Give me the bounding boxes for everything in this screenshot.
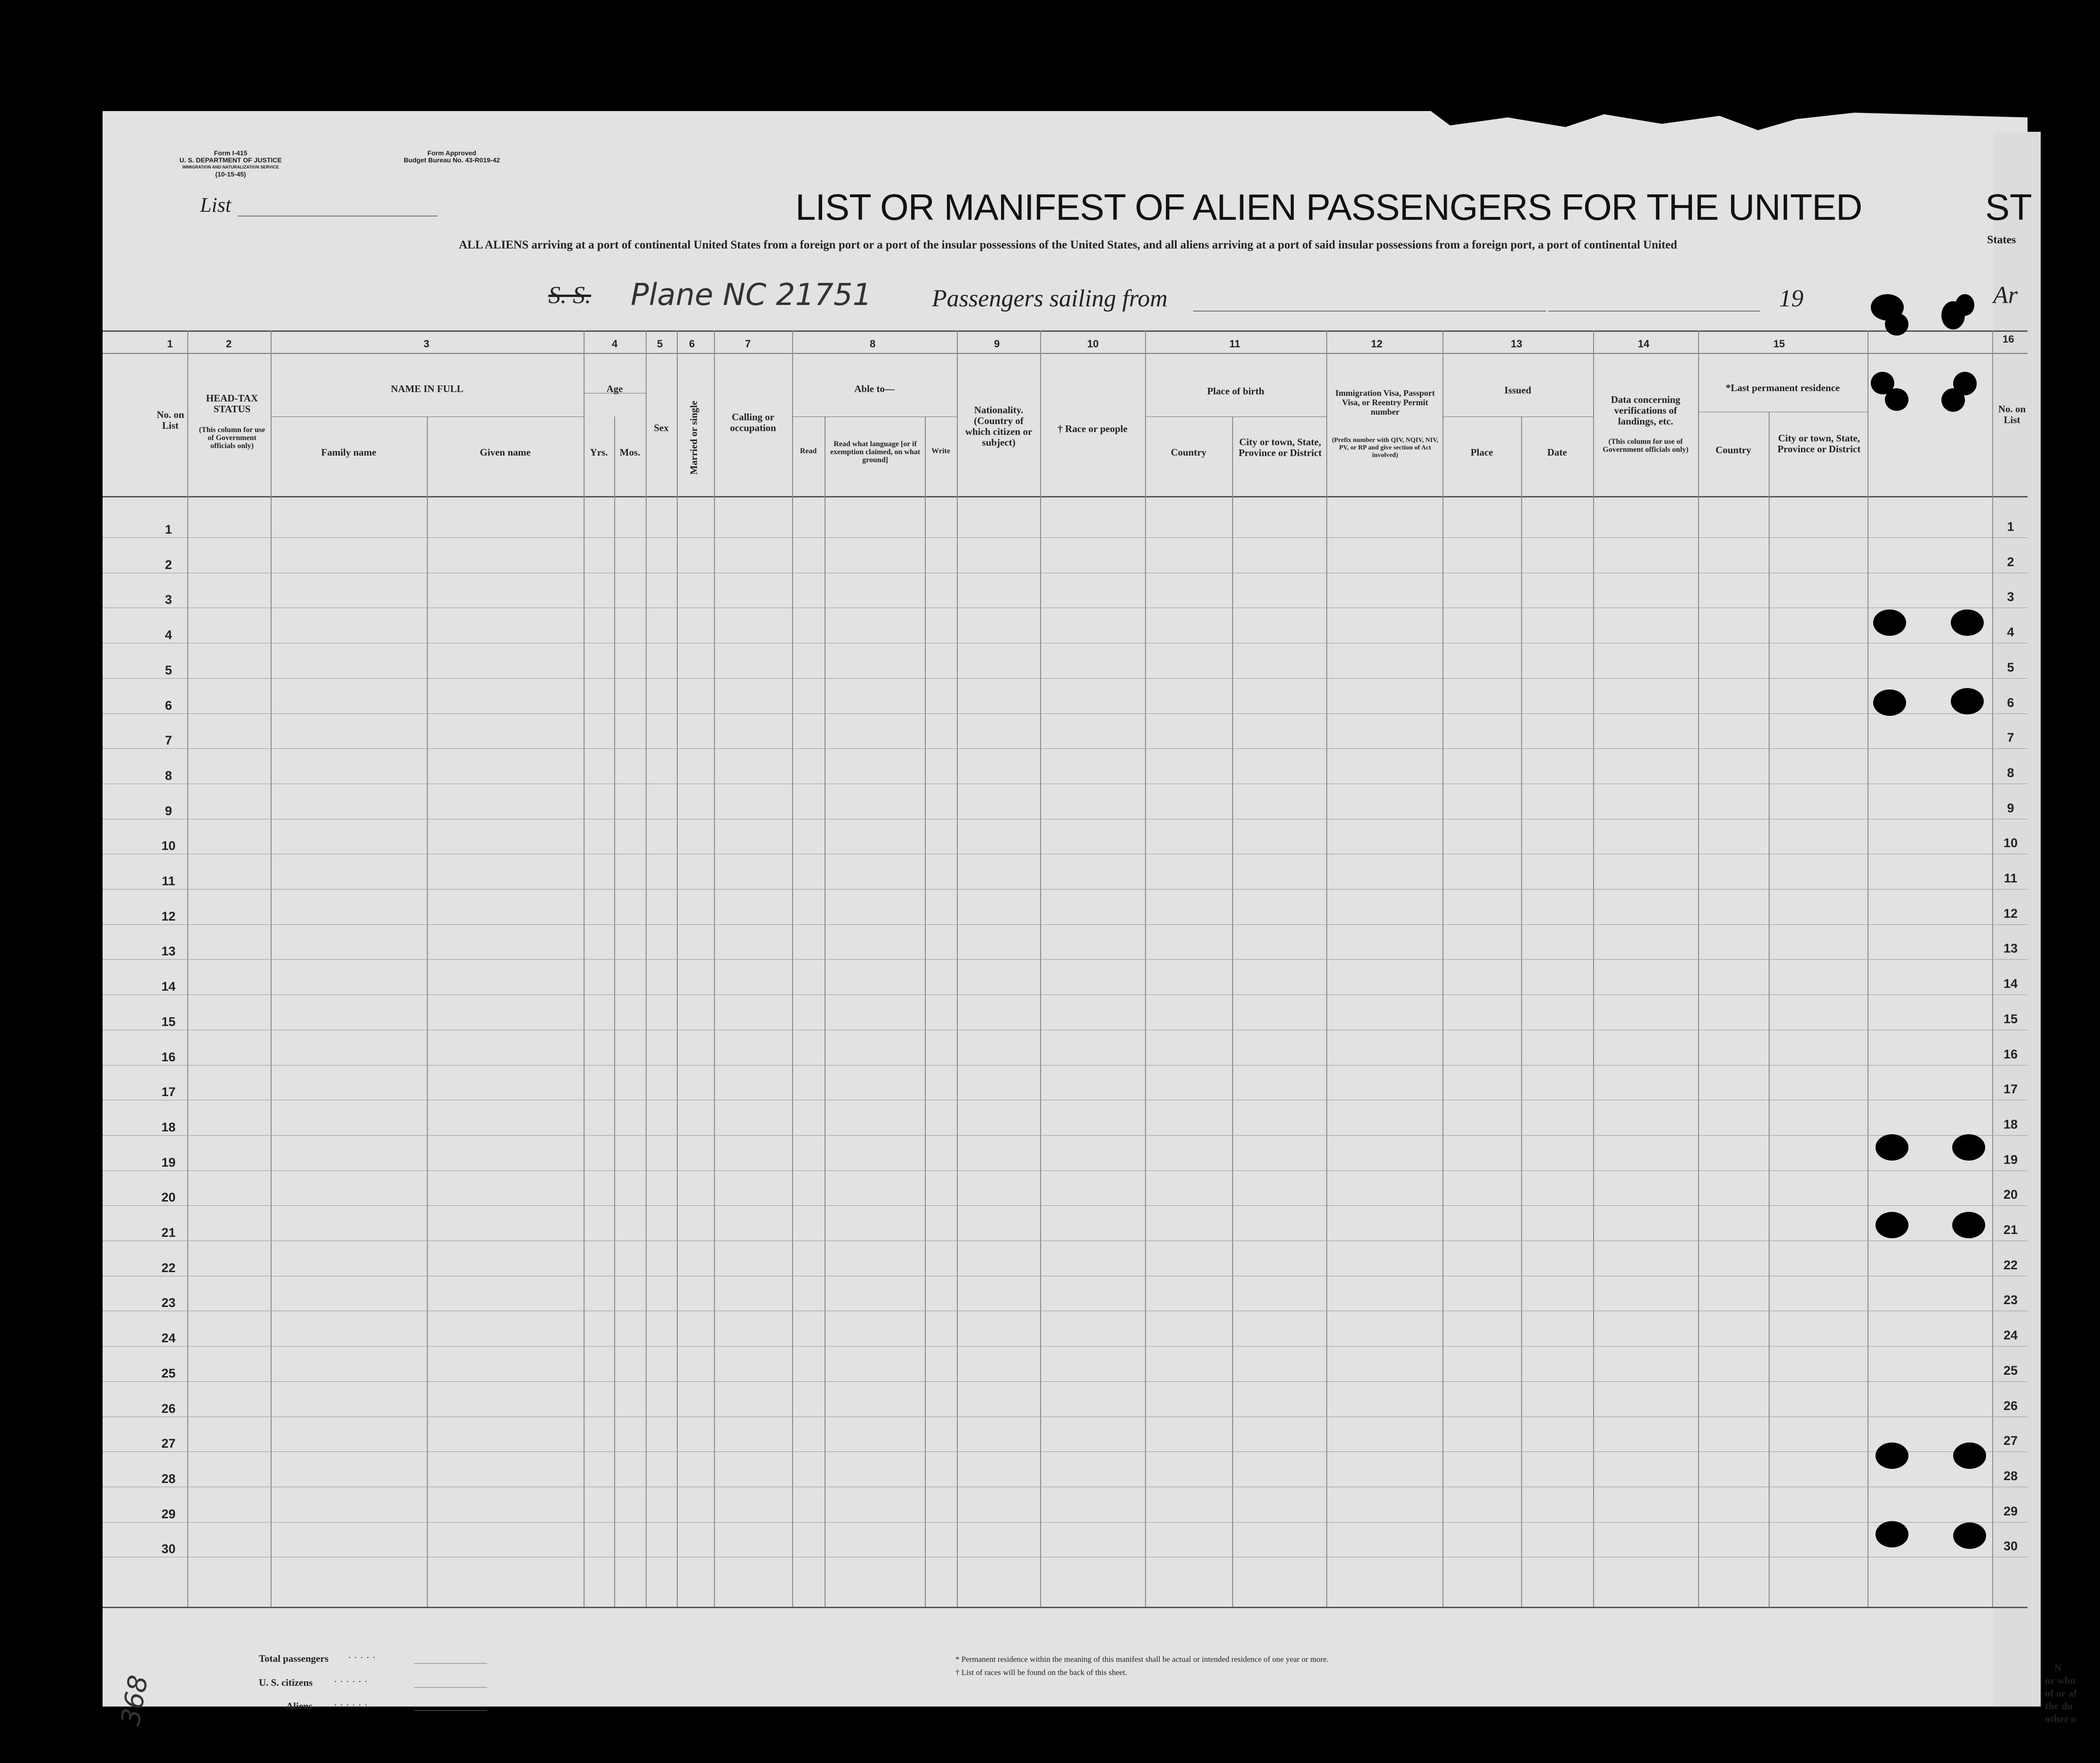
row-number: 24 — [161, 1331, 176, 1345]
row-number: 15 — [161, 1015, 176, 1029]
row-number: 9 — [165, 804, 172, 818]
form-approved: Form Approved — [427, 149, 476, 157]
col-line — [646, 330, 647, 1607]
read-header: Read — [800, 447, 817, 455]
row-rule — [103, 1205, 2028, 1206]
row-number: 8 — [165, 769, 172, 783]
col-line — [1521, 417, 1522, 1607]
punch-hole — [1876, 1212, 1908, 1238]
row-number: 13 — [161, 944, 176, 958]
col-line — [1232, 417, 1233, 1607]
ss-label: S. S. — [548, 282, 591, 309]
col-line — [1593, 330, 1594, 1607]
margin-line: of or af — [2045, 1687, 2077, 1699]
year-prefix: 19 — [1779, 285, 1803, 312]
punch-hole — [1873, 609, 1906, 636]
punch-hole — [1876, 1521, 1908, 1547]
col-line — [825, 417, 826, 1607]
punch-hole — [1873, 689, 1906, 716]
col-line — [1698, 330, 1699, 1607]
footnote-races: † List of races will be found on the back of this sheet. — [955, 1668, 1127, 1677]
no-on-list-header: No. on List — [156, 409, 184, 431]
row-number-right: 1 — [2007, 520, 2014, 534]
nationality-header: Nationality. (Country of which citizen or subject) — [965, 404, 1033, 448]
header-bottom-rule — [103, 496, 2028, 497]
col-num-8: 8 — [870, 338, 876, 350]
citizens-dots: ...... — [334, 1674, 371, 1684]
row-rule — [103, 1381, 2028, 1382]
row-number-right: 30 — [2003, 1539, 2018, 1553]
issued-place-header: Place — [1470, 447, 1493, 458]
col-num-2: 2 — [226, 338, 232, 350]
row-rule — [103, 748, 2028, 749]
row-number: 14 — [161, 979, 176, 994]
col-line — [1326, 330, 1327, 1607]
col-line — [792, 330, 793, 1607]
total-passengers-blank — [414, 1663, 487, 1664]
row-number-right: 12 — [2003, 906, 2018, 921]
row-number: 27 — [161, 1436, 176, 1450]
row-number-right: 11 — [2004, 871, 2018, 885]
col-line — [925, 417, 926, 1607]
row-number-right: 28 — [2003, 1469, 2018, 1483]
us-citizens-blank — [414, 1687, 487, 1688]
subtitle-cut: States — [1987, 234, 2016, 246]
row-number-right: 26 — [2003, 1399, 2018, 1413]
row-number-right: 6 — [2007, 696, 2014, 710]
right-margin-text — [2045, 1661, 2077, 1725]
row-rule — [103, 994, 2028, 995]
row-number-right: 25 — [2003, 1363, 2018, 1378]
row-number: 19 — [161, 1155, 176, 1170]
col-num-4: 4 — [612, 338, 618, 350]
row-number-right: 5 — [2007, 660, 2014, 674]
column-number-rule — [103, 353, 2028, 354]
row-number: 7 — [165, 733, 172, 747]
row-rule — [103, 713, 2028, 714]
row-number: 18 — [161, 1120, 176, 1134]
birth-country-header: Country — [1170, 447, 1207, 458]
row-number: 10 — [161, 839, 176, 853]
verification-header: Data concerning verifications of landings, etc. — [1611, 394, 1681, 427]
row-number: 2 — [165, 558, 172, 572]
calling-header: Calling or occupation — [729, 411, 776, 433]
row-number-right: 17 — [2003, 1082, 2018, 1096]
col-num-3: 3 — [424, 338, 430, 350]
col-num-6: 6 — [689, 338, 695, 350]
col-line — [1040, 330, 1041, 1607]
col-num-11: 11 — [1229, 338, 1241, 350]
budget-number: Budget Bureau No. 43-R019-42 — [403, 156, 500, 164]
punch-hole — [1952, 1212, 1985, 1238]
form-date: (10-15-45) — [215, 170, 246, 178]
page-title: LIST OR MANIFEST OF ALIEN PASSENGERS FOR THE UNITED — [795, 186, 1862, 228]
row-rule — [103, 889, 2028, 890]
margin-line: the du — [2045, 1700, 2073, 1712]
margin-line: N — [2054, 1662, 2062, 1674]
row-number: 25 — [161, 1366, 176, 1380]
row-rule — [103, 1135, 2028, 1136]
row-number-right: 14 — [2003, 977, 2018, 991]
given-name-header: Given name — [480, 447, 531, 458]
row-number: 3 — [165, 593, 172, 607]
visa-note: (Prefix number with QIV, NQIV, NIV, PV, or RP and give section of Act involved) — [1332, 437, 1438, 459]
margin-line: other o — [2045, 1713, 2076, 1724]
row-rule — [103, 924, 2028, 925]
row-number: 28 — [161, 1472, 176, 1486]
row-number-right: 24 — [2003, 1328, 2018, 1342]
row-number-right: 13 — [2003, 941, 2018, 955]
col-num-1: 1 — [167, 338, 173, 350]
read-language-header: Read what language [or if exemption claimed, on what ground] — [830, 440, 921, 464]
row-rule — [103, 537, 2028, 538]
col-line — [187, 330, 188, 1607]
us-citizens-label: U. S. citizens — [259, 1677, 313, 1688]
row-rule — [103, 1170, 2028, 1171]
department: U. S. DEPARTMENT OF JUSTICE — [179, 156, 282, 164]
row-number: 16 — [161, 1050, 176, 1064]
col-num-14: 14 — [1638, 338, 1650, 350]
row-number-right: 19 — [2003, 1153, 2018, 1167]
issued-date-header: Date — [1547, 447, 1567, 458]
form-id-block — [155, 150, 306, 178]
handwritten-margin-number: 368 — [115, 1673, 154, 1728]
write-header: Write — [931, 447, 950, 455]
row-number-right: 4 — [2007, 625, 2014, 639]
vessel-name: Plane NC 21751 — [631, 278, 872, 313]
family-name-header: Family name — [321, 447, 377, 458]
residence-city-header: City or town, State, Province or District — [1777, 433, 1861, 455]
head-tax-header: HEAD-TAX STATUS — [206, 393, 258, 415]
list-label: List — [200, 193, 232, 216]
col-line — [584, 330, 585, 1607]
sailing-date-blank — [1548, 311, 1760, 312]
aliens-dots: ...... — [334, 1698, 371, 1708]
row-number-right: 3 — [2007, 590, 2014, 604]
row-number: 22 — [161, 1261, 176, 1275]
row-number: 6 — [165, 698, 172, 713]
row-number-right: 20 — [2003, 1187, 2018, 1202]
subtitle: ALL ALIENS arriving at a port of continental United States from a foreign port or a port of the insular possessions of the United States, and all aliens arriving at a port of said insular possessions from a foreign port, a port of continental United — [459, 239, 1677, 251]
row-number: 5 — [165, 663, 172, 677]
col-num-7: 7 — [745, 338, 751, 350]
sailing-label: Passengers sailing from — [932, 285, 1168, 312]
race-header: † Race or people — [1058, 423, 1128, 434]
col-line — [614, 417, 615, 1607]
punch-hole — [1885, 313, 1908, 336]
row-number: 12 — [161, 909, 176, 923]
manifest-sheet — [103, 111, 2028, 1707]
row-number: 23 — [161, 1296, 176, 1310]
row-number-right: 23 — [2003, 1293, 2018, 1307]
row-rule — [103, 1065, 2028, 1066]
col-line — [957, 330, 958, 1607]
row-number-right: 2 — [2007, 555, 2014, 569]
row-number-right: 21 — [2003, 1223, 2018, 1237]
col-num-5: 5 — [657, 338, 663, 350]
row-number-right: 10 — [2003, 836, 2018, 850]
issued-header: Issued — [1504, 385, 1531, 396]
footnote-residence: * Permanent residence within the meaning of this manifest shall be actual or intended residence of one year or more. — [955, 1655, 1329, 1664]
row-number-right: 22 — [2003, 1258, 2018, 1272]
col-num-16: 16 — [2003, 333, 2014, 345]
sailing-port-blank — [1193, 311, 1546, 312]
row-number: 30 — [161, 1542, 176, 1556]
married-header: Married or single — [688, 401, 699, 475]
aliens-blank — [414, 1710, 487, 1711]
age-header: Age — [606, 383, 623, 394]
service: IMMIGRATION AND NATURALIZATION SERVICE — [182, 165, 279, 169]
row-number: 11 — [161, 874, 176, 888]
row-number-right: 9 — [2007, 801, 2014, 815]
col-num-10: 10 — [1087, 338, 1099, 350]
no-on-list-header-right: No. on List — [1998, 403, 2026, 425]
row-number: 17 — [161, 1085, 176, 1099]
row-number: 20 — [161, 1190, 176, 1204]
col-line — [714, 330, 715, 1607]
col-line — [271, 330, 272, 1607]
row-number-right: 27 — [2003, 1434, 2018, 1448]
col-line — [1769, 412, 1770, 1607]
col-num-9: 9 — [994, 338, 1000, 350]
col-line — [1145, 330, 1146, 1607]
row-number-right: 16 — [2003, 1047, 2018, 1061]
row-number-right: 7 — [2007, 730, 2014, 745]
row-number: 29 — [161, 1507, 176, 1521]
last-residence-header: *Last permanent residence — [1725, 382, 1840, 393]
col-line — [677, 330, 678, 1607]
punch-hole — [1952, 1134, 1985, 1161]
col-num-12: 12 — [1371, 338, 1383, 350]
punch-hole — [1876, 1134, 1908, 1161]
row-number: 21 — [161, 1226, 176, 1240]
row-number-right: 18 — [2003, 1117, 2018, 1131]
row-rule — [103, 678, 2028, 679]
row-rule — [103, 1451, 2028, 1452]
row-number-right: 8 — [2007, 766, 2014, 780]
form-number: Form I-415 — [214, 149, 248, 157]
punch-hole — [1953, 1442, 1986, 1469]
col-num-15: 15 — [1773, 338, 1785, 350]
birth-city-header: City or town, State, Province or District — [1238, 436, 1322, 458]
approval-block — [381, 150, 522, 164]
arrival-cut: Ar — [1993, 282, 2018, 309]
col-line — [427, 417, 428, 1607]
sex-header: Sex — [654, 422, 669, 433]
total-passengers-label: Total passengers — [259, 1653, 329, 1664]
table-top-rule — [103, 330, 2028, 332]
mos-header: Mos. — [619, 447, 641, 458]
name-in-full-header: NAME IN FULL — [391, 383, 464, 394]
row-number-right: 29 — [2003, 1504, 2018, 1518]
page-title-cut: ST — [1985, 186, 2032, 228]
punch-hole — [1885, 388, 1908, 411]
verification-note: (This column for use of Government officials only) — [1603, 438, 1689, 454]
row-rule — [103, 1522, 2028, 1523]
aliens-label: Aliens — [286, 1700, 313, 1712]
punch-hole — [1953, 1523, 1986, 1549]
row-number-right: 15 — [2003, 1012, 2018, 1026]
punch-hole — [1941, 388, 1965, 412]
row-number: 1 — [165, 522, 172, 537]
punch-hole — [1951, 688, 1984, 714]
col-num-13: 13 — [1511, 338, 1523, 350]
total-dots: ..... — [348, 1650, 379, 1660]
residence-country-header: Country — [1715, 444, 1751, 456]
visa-header: Immigration Visa, Passport Visa, or Reentry Permit number — [1335, 388, 1435, 417]
punch-hole — [1951, 609, 1984, 636]
table-bottom-rule — [103, 1607, 2028, 1608]
margin-line: or who — [2045, 1675, 2076, 1686]
head-tax-note: (This column for use of Government officials only) — [199, 426, 265, 450]
row-number: 26 — [161, 1402, 176, 1416]
place-of-birth-header: Place of birth — [1207, 385, 1265, 397]
punch-hole — [1956, 294, 1974, 316]
row-rule — [103, 959, 2028, 960]
yrs-header: Yrs. — [590, 447, 608, 458]
row-number: 4 — [165, 628, 172, 642]
able-to-header: Able to— — [854, 383, 895, 394]
punch-hole — [1876, 1442, 1908, 1469]
